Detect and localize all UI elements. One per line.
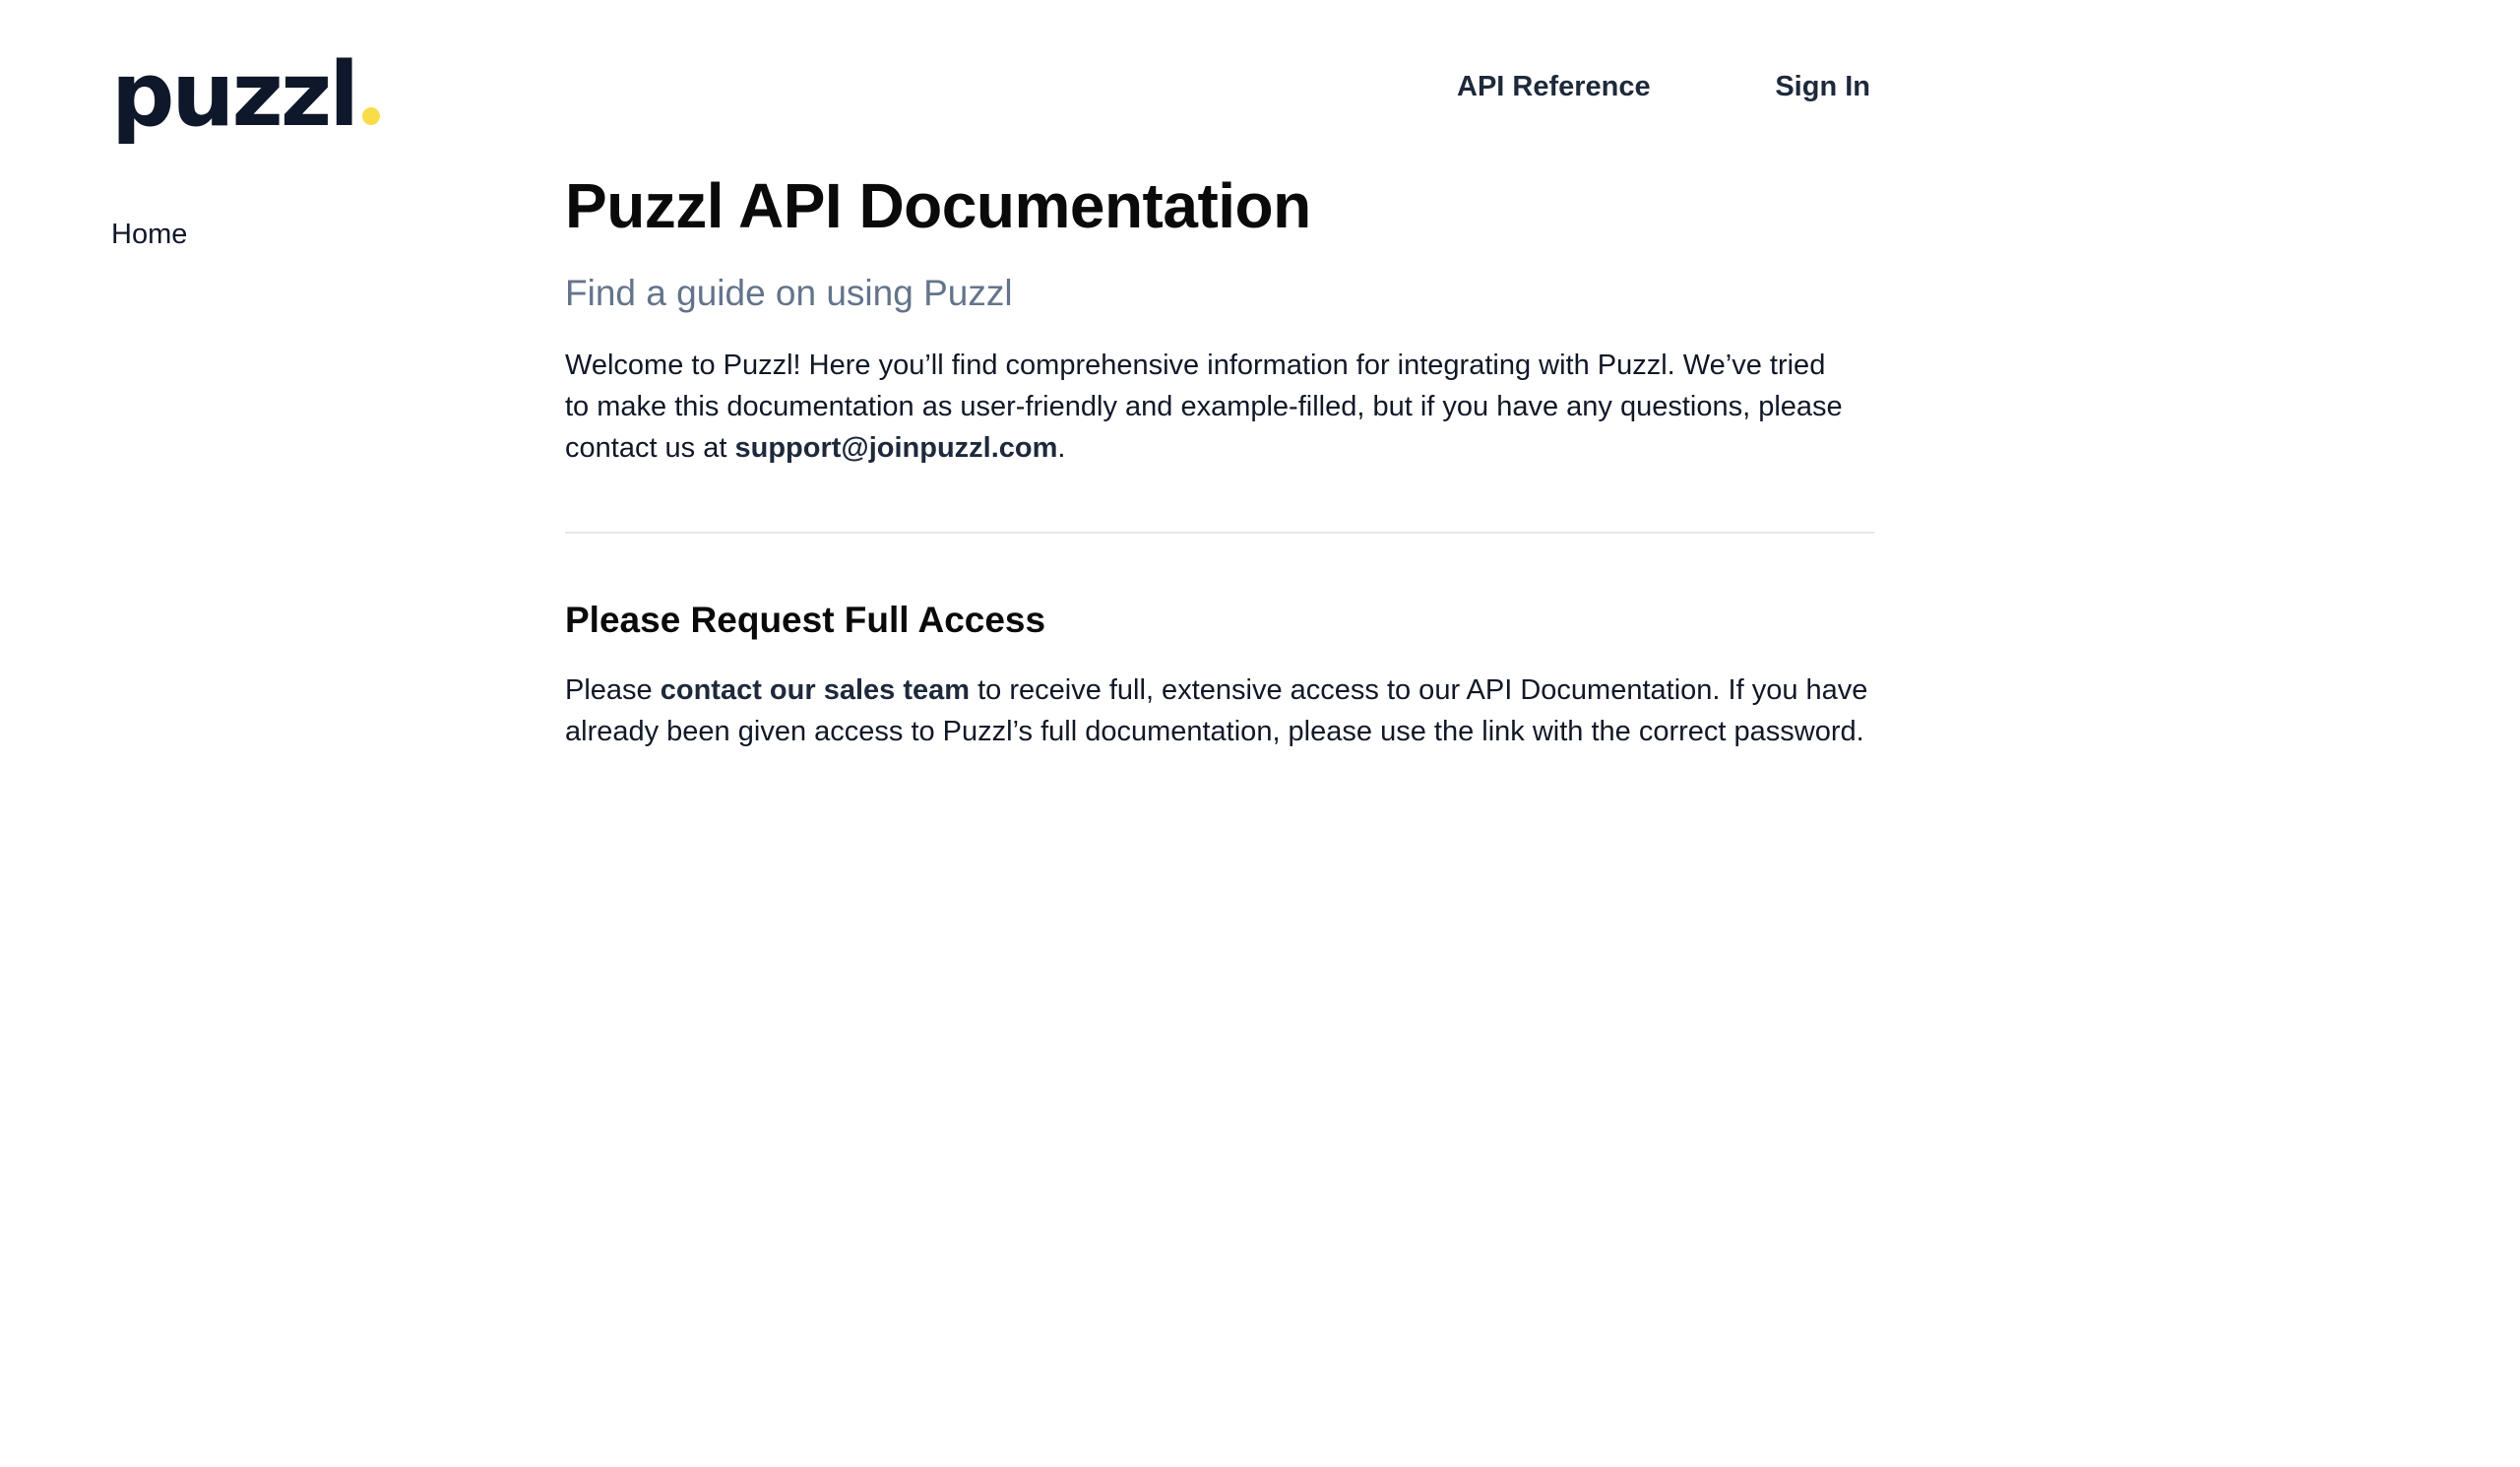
logo-text: puzzl — [111, 43, 357, 147]
contact-sales-link[interactable]: contact our sales team — [660, 674, 971, 706]
request-access-paragraph — [565, 670, 1874, 752]
main-content — [565, 167, 1874, 752]
logo-dot-icon — [362, 107, 380, 125]
support-email: support@joinpuzzl.com — [734, 432, 1058, 464]
intro-text-end: . — [1057, 432, 1066, 464]
puzzl-logo[interactable] — [111, 43, 380, 147]
intro-text: Welcome to Puzzl! Here you’ll find comprehensive information for integrating with Puzzl. We’ve tried to make this documentation as user-friendly and example-filled, but if you have any questions, please contact us at — [565, 350, 1843, 464]
page-subtitle: Find a guide on using Puzzl — [565, 273, 1013, 313]
top-nav — [1457, 67, 1870, 106]
sidebar-item-home[interactable]: Home — [111, 219, 188, 250]
request-access-heading: Please Request Full Access — [565, 600, 1046, 640]
sign-in-link[interactable]: Sign In — [1775, 70, 1870, 102]
section-divider — [565, 532, 1874, 534]
api-reference-link[interactable]: API Reference — [1457, 70, 1651, 102]
page-title: Puzzl API Documentation — [565, 170, 1311, 241]
intro-paragraph — [565, 345, 1845, 469]
access-text-start: Please — [565, 674, 661, 706]
sidebar — [111, 219, 187, 251]
access-text-end: to receive full, extensive access to our API Documentation. If you have already been given access to Puzzl’s full documentation, please use the link with the correct password. — [565, 674, 1868, 747]
